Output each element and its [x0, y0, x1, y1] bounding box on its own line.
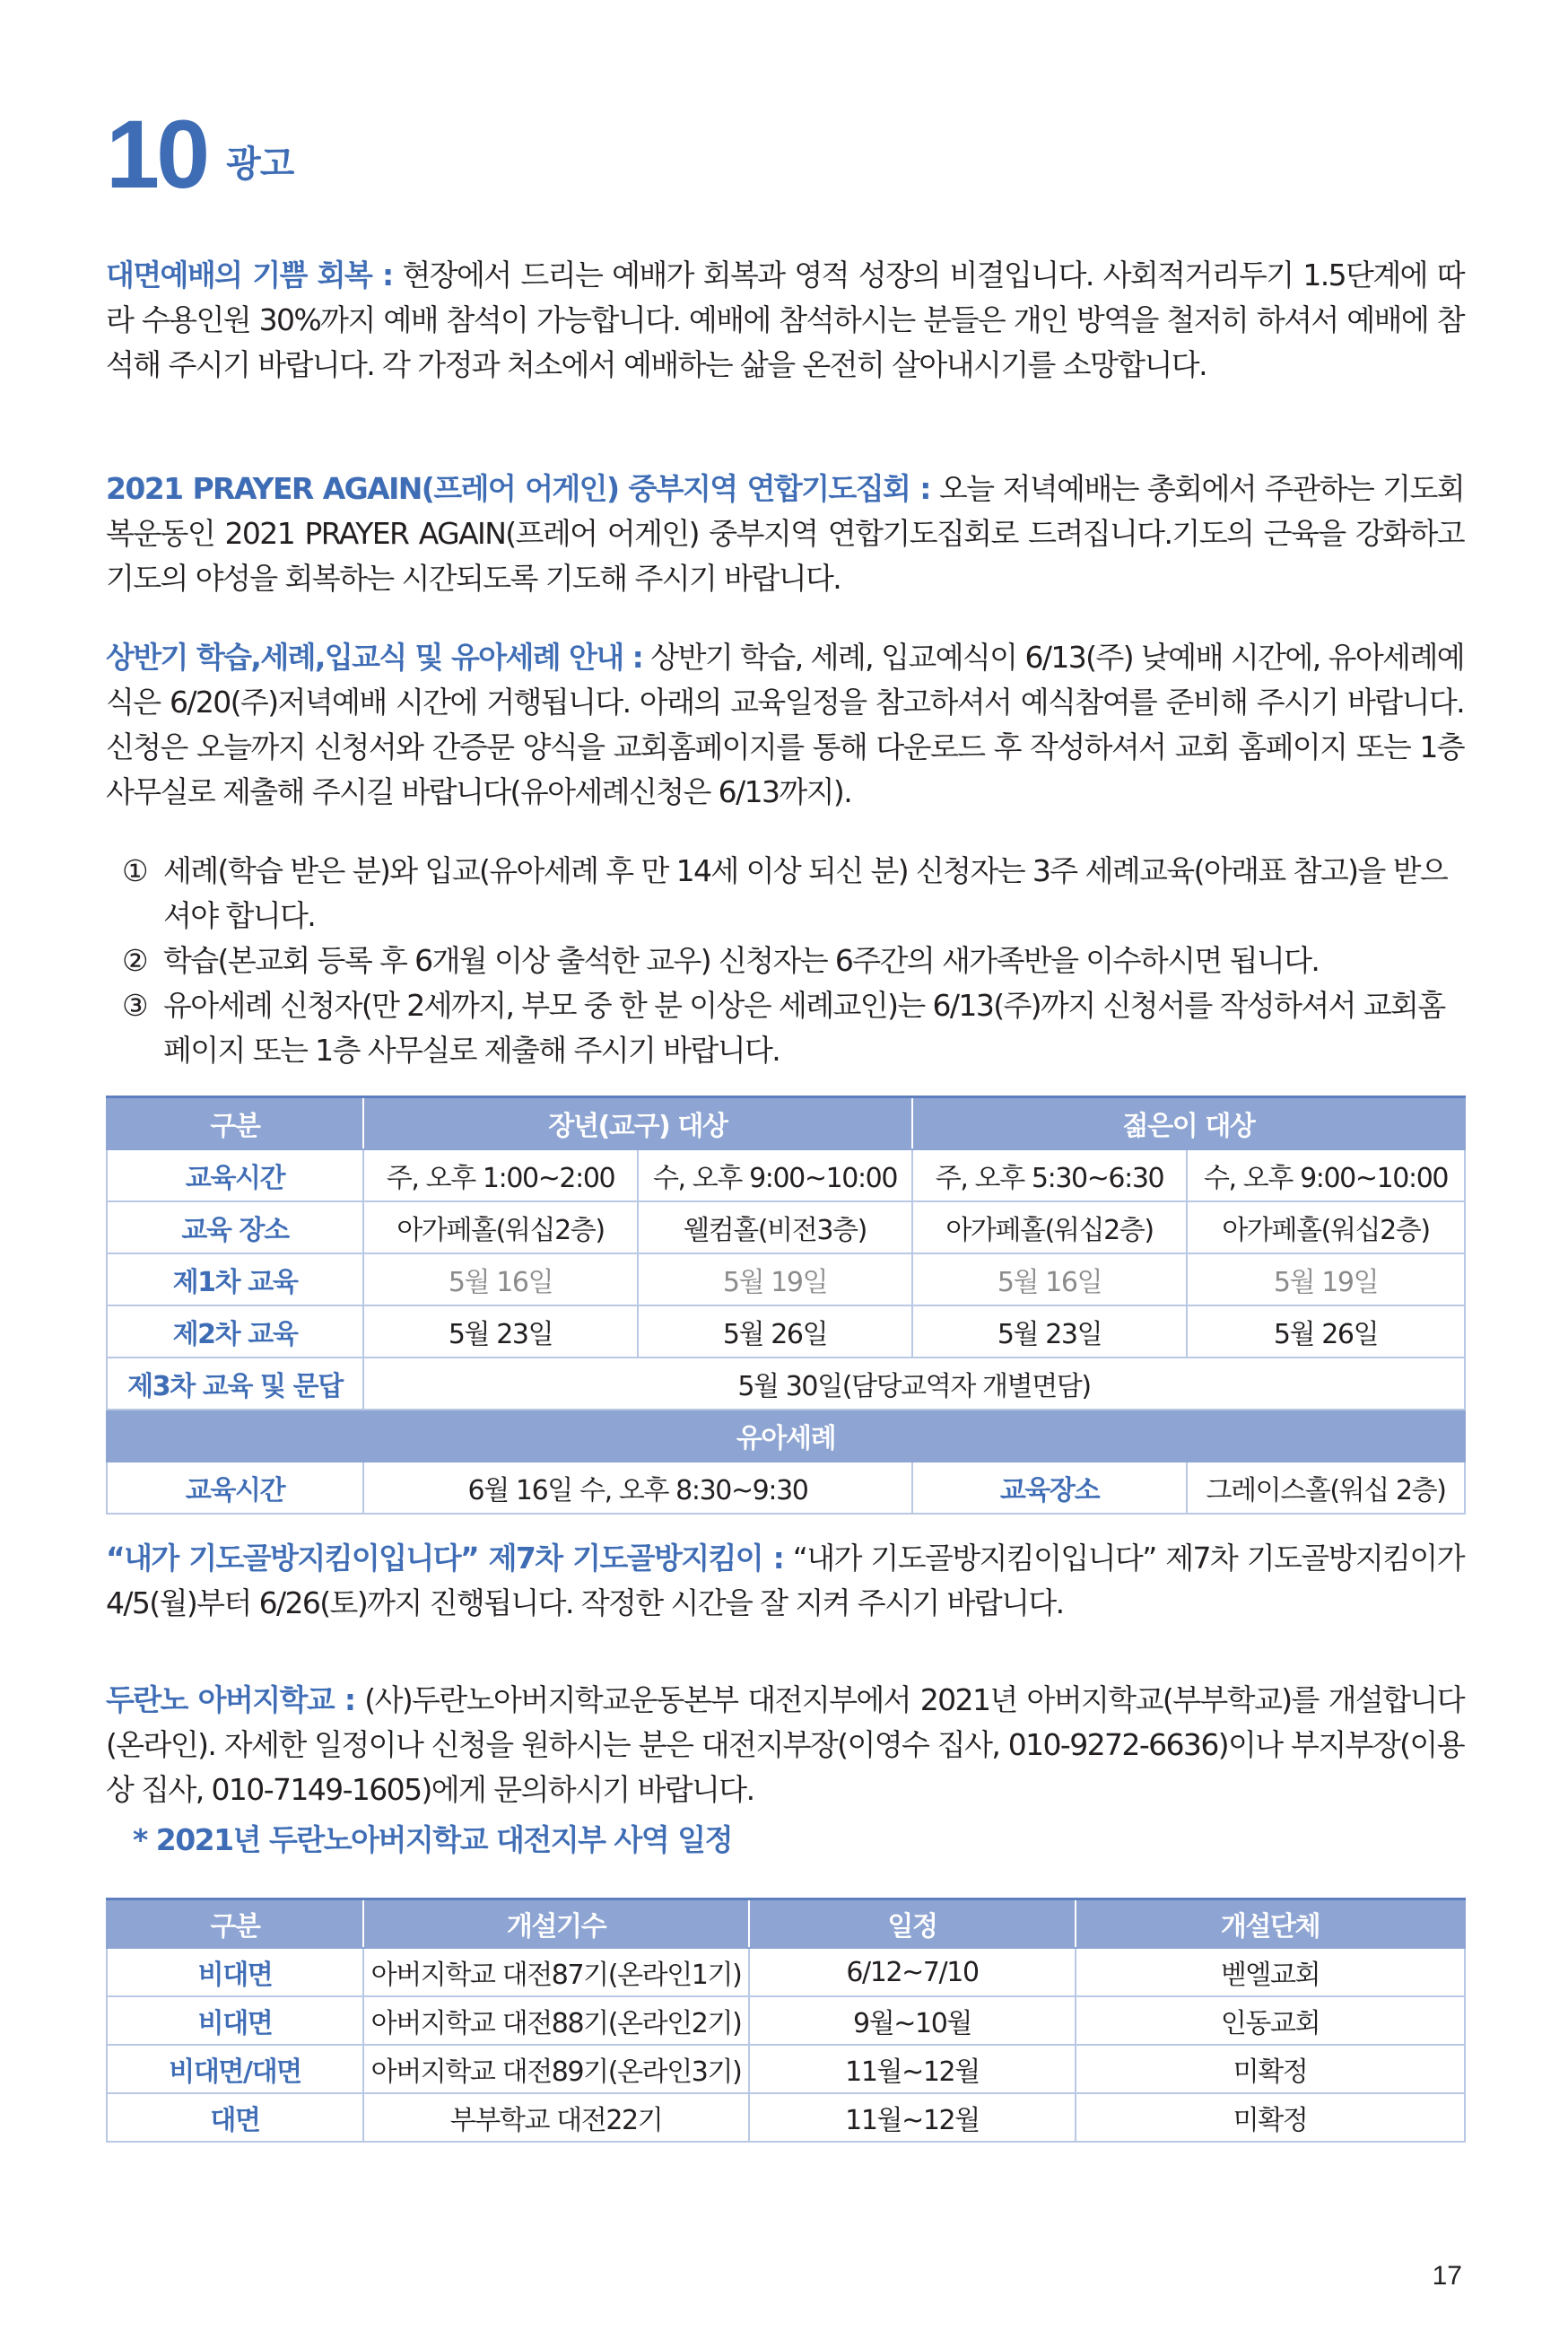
page-number: 17: [1432, 2261, 1462, 2291]
notice-4-lead: “내가 기도골방지킴이입니다” 제7차 기도골방지킴이 :: [106, 1541, 784, 1576]
table-row: 교육시간 6월 16일 수, 오후 8:30~9:30 교육장소 그레이스홀(워십 2층): [107, 1462, 1465, 1514]
table-row: 제2차 교육 5월 23일 5월 26일 5월 23일 5월 26일: [107, 1305, 1465, 1358]
notice-3-list: [106, 849, 1464, 1073]
table-row: 대면 부부학교 대전22기 11월~12월 미확정: [107, 2093, 1465, 2142]
list-item: ① 세례(학습 받은 분)와 입교(유아세례 후 만 14세 이상 되신 분) 신청자는 3주 세례교육(아래표 참고)을 받으셔야 합니다.: [122, 853, 1448, 933]
th-infant-baptism: 유아세례: [107, 1410, 1465, 1462]
table-row: 교육시간 주, 오후 1:00~2:00 수, 오후 9:00~10:00 주, 오후 5:30~6:30 수, 오후 9:00~10:00: [107, 1149, 1465, 1201]
notice-5-lead: 두란노 아버지학교 :: [106, 1682, 355, 1717]
notice-4-body: “내가 기도골방지킴이입니다” 제7차 기도골방지킴이가 4/5(월)부터 6/26(토)까지 진행됩니다. 작정한 시간을 잘 지켜 주시기 바랍니다.: [106, 1541, 1464, 1620]
table-row: 제3차 교육 및 문답 5월 30일(담당교역자 개별면담): [107, 1358, 1465, 1410]
notice-1-body: 현장에서 드리는 예배가 회복과 영적 성장의 비결입니다. 사회적거리두기 1.5단계에 따라 수용인원 30%까지 예배 참석이 가능합니다. 예배에 참석하시는 분들은 개인 방역을 철저히 하셔서 예배에 참석해 주시기 바랍니다. 각 가정과 처소에서 예배하는 삶을 온전히 살아내시기를 소망합니다.: [106, 258, 1465, 382]
notice-1: [106, 253, 1464, 388]
notice-3-lead: 상반기 학습,세례,입교식 및 유아세례 안내 :: [106, 640, 643, 675]
notice-2: [106, 467, 1464, 601]
section-header: [106, 100, 294, 208]
table-row: 비대면/대면 아버지학교 대전89기(온라인3기) 11월~12월 미확정: [107, 2045, 1465, 2093]
notice-5: [106, 1678, 1464, 1863]
table-row: 비대면 아버지학교 대전87기(온라인1기) 6/12~7/10 벧엘교회: [107, 1948, 1465, 1996]
notice-2-lead: 2021 PRAYER AGAIN(프레어 어게인) 중부지역 연합기도집회 :: [106, 471, 930, 506]
th-adult: 장년(교구) 대상: [363, 1097, 912, 1150]
education-table-wrap: [106, 1096, 1464, 1515]
table-row: 교육 장소 아가페홀(워십2층) 웰컴홀(비전3층) 아가페홀(워십2층) 아가페홀(워십2층): [107, 1201, 1465, 1253]
schedule-subhead: * 2021년 두란노아버지학교 대전지부 사역 일정: [133, 1822, 732, 1857]
table-row: 제1차 교육 5월 16일 5월 19일 5월 16일 5월 19일: [107, 1253, 1465, 1305]
table-row: 비대면 아버지학교 대전88기(온라인2기) 9월~10월 인동교회: [107, 1996, 1465, 2045]
schedule-table: 구분 개설기수 일정 개설단체 비대면 아버지학교 대전87기(온라인1기) 6/12~7/10 벧엘교회 비대면 아버지학교 대전88기(온라인2기) 9월~10월 인동교회 비대면/대면 아버지학교 대전89기(온라인3기) 11월~12월 미확정 대면 부부학교 대전22기 11월~12월 미확정: [106, 1898, 1466, 2143]
education-table: [106, 1096, 1466, 1515]
th-gubun: 구분: [107, 1097, 363, 1150]
th-youth: 젊은이 대상: [912, 1097, 1465, 1150]
notice-3: [106, 635, 1464, 1073]
section-title: 광고: [226, 144, 294, 185]
section-number: 10: [106, 100, 207, 208]
notice-3-body: 상반기 학습, 세례, 입교예식이 6/13(주) 낮예배 시간에, 유아세례예식은 6/20(주)저녁예배 시간에 거행됩니다. 아래의 교육일정을 참고하셔서 예식참여를 준비해 주시기 바랍니다. 신청은 오늘까지 신청서와 간증문 양식을 교회홈페이지를 통해 다운로드 후 작성하셔서 교회 홈페이지 또는 1층 사무실로 제출해 주시길 바랍니다(유아세례신청은 6/13까지).: [106, 640, 1465, 809]
notice-1-lead: 대면예배의 기쁨 회복 :: [106, 258, 393, 292]
notice-2-body: 오늘 저녁예배는 총회에서 주관하는 기도회복운동인 2021 PRAYER AGAIN(프레어 어게인) 중부지역 연합기도집회로 드려집니다.기도의 근육을 강화하고 기도의 야성을 회복하는 시간되도록 기도해 주시기 바랍니다.: [106, 471, 1465, 596]
notice-5-body: (사)두란노아버지학교운동본부 대전지부에서 2021년 아버지학교(부부학교)를 개설합니다(온라인). 자세한 일정이나 신청을 원하시는 분은 대전지부장(이영수 집사, 010-9272-6636)이나 부지부장(이용상 집사, 010-7149-1605)에게 문의하시기 바랍니다.: [106, 1682, 1464, 1807]
notice-4: [106, 1536, 1464, 1626]
list-item: ② 학습(본교회 등록 후 6개월 이상 출석한 교우) 신청자는 6주간의 새가족반을 이수하시면 됩니다.: [122, 943, 1320, 978]
list-item: ③ 유아세례 신청자(만 2세까지, 부모 중 한 분 이상은 세례교인)는 6/13(주)까지 신청서를 작성하셔서 교회홈페이지 또는 1층 사무실로 제출해 주시기 바랍니다.: [122, 988, 1445, 1068]
schedule-table-wrap: [106, 1898, 1464, 2143]
